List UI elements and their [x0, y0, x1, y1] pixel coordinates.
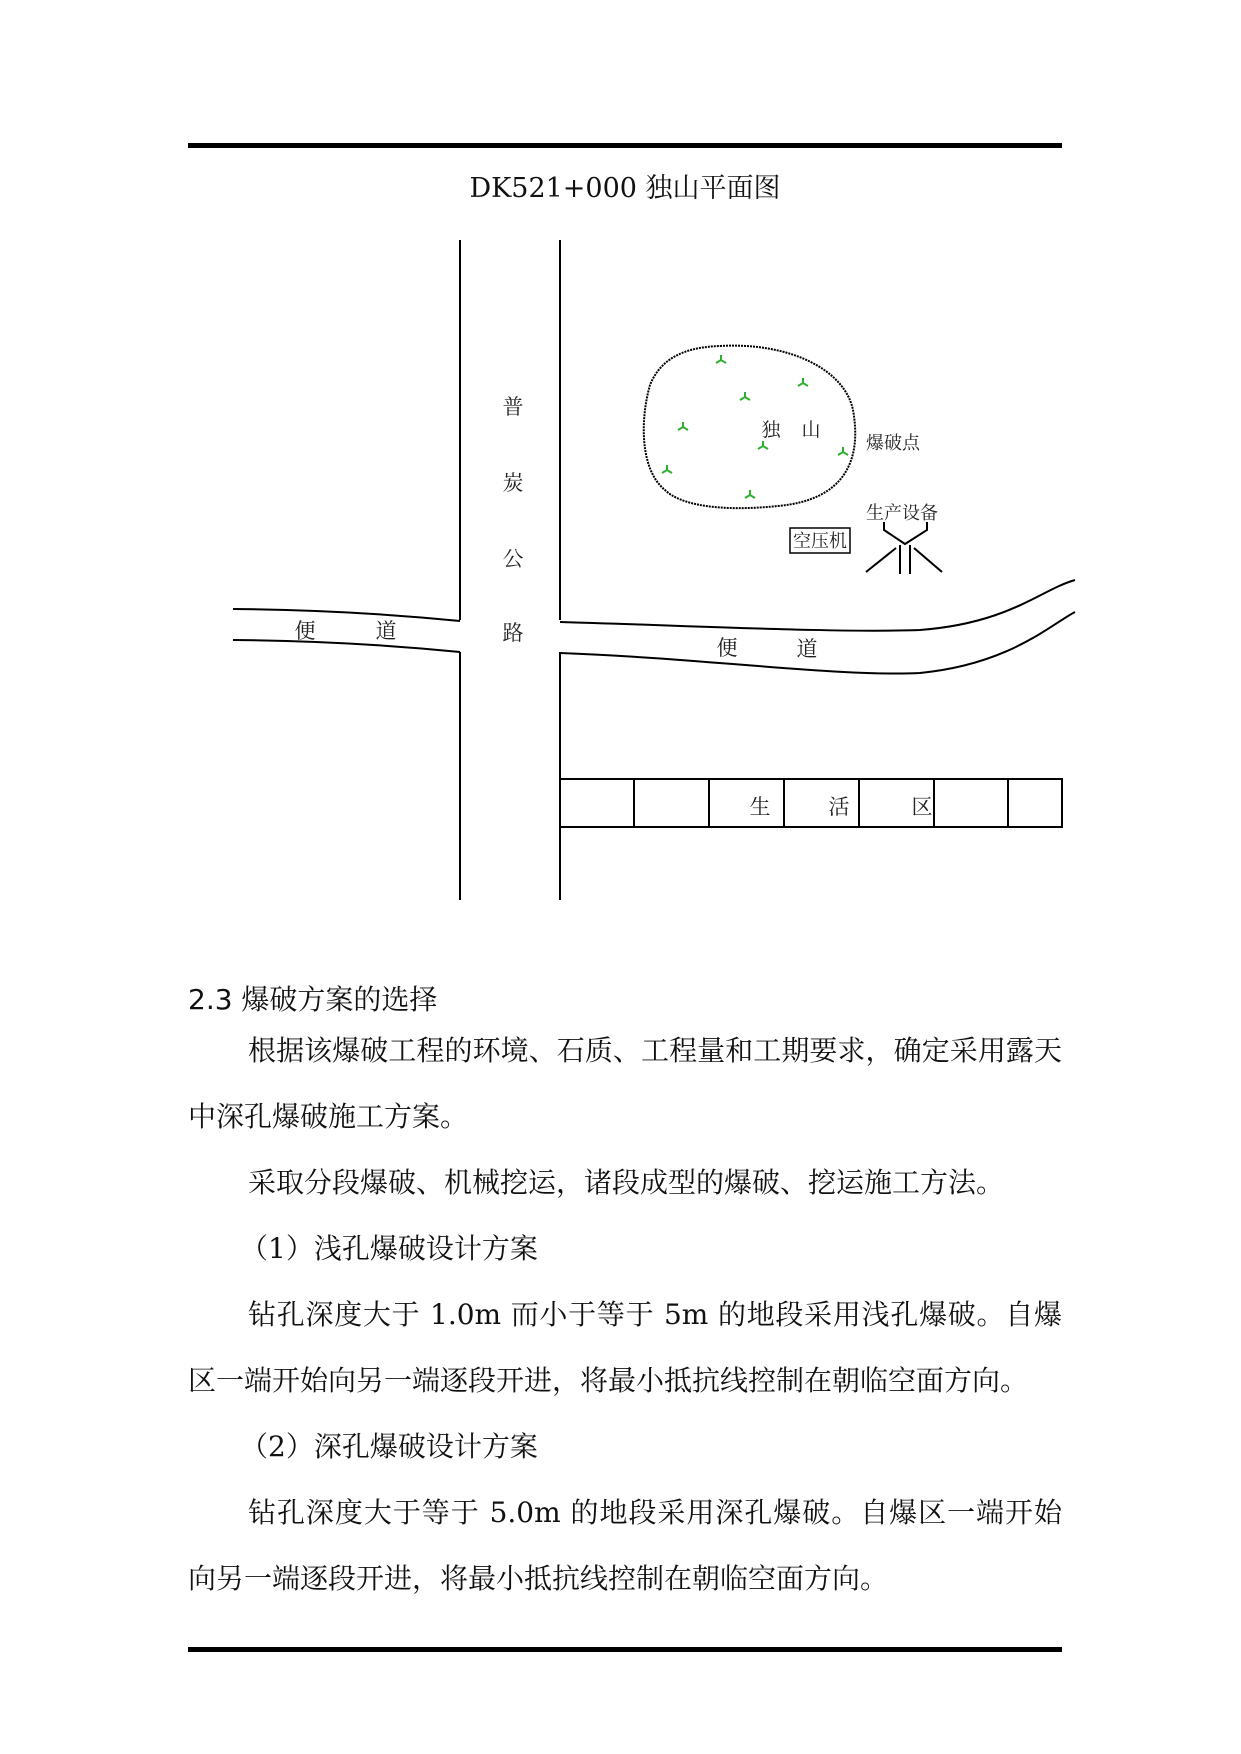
paragraph: 根据该爆破工程的环境、石质、工程量和工期要求，确定采用露天中深孔爆破施工方案。: [188, 1034, 1062, 1133]
living-area-char: 生: [749, 795, 771, 819]
paragraph: 采取分段爆破、机械挖运，诸段成型的爆破、挖运施工方法。: [248, 1166, 1005, 1199]
blast-marker: [838, 447, 848, 455]
blast-marker: [678, 422, 688, 430]
road-char: 道: [796, 637, 818, 661]
blast-marker: [716, 355, 726, 363]
blast-marker: [758, 441, 768, 449]
access-road-right-label: [717, 636, 818, 661]
access-road-left: [233, 609, 460, 652]
access-road-left-label: [295, 619, 397, 643]
equipment-icon: [866, 522, 942, 574]
highway-char: 公: [502, 547, 524, 571]
highway-char: 路: [502, 621, 524, 645]
compressor-label: 空压机: [793, 531, 847, 552]
access-road-right: [560, 580, 1075, 674]
figure-caption: DK521+000 独山平面图: [469, 173, 781, 204]
subheading: （2）深孔爆破设计方案: [240, 1430, 538, 1463]
road-char: 便: [294, 619, 316, 643]
mountain-outline: [644, 346, 855, 509]
mountain-char: 独: [761, 419, 781, 441]
paragraph: 钻孔深度大于 1.0m 而小于等于 5m 的地段采用浅孔爆破。自爆区一端开始向另一端逐段开进，将最小抵抗线控制在朝临空面方向。: [188, 1298, 1062, 1397]
highway-label: [503, 395, 524, 645]
blast-point-label: 爆破点: [866, 433, 920, 454]
living-area-label: [750, 795, 933, 819]
living-area: [560, 779, 1062, 827]
blast-marker: [745, 490, 755, 498]
mountain-label: [761, 419, 820, 441]
blast-marker: [798, 378, 808, 386]
bottom-rule: [188, 1647, 1062, 1652]
living-area-char: 活: [828, 795, 850, 819]
mountain-char: 山: [801, 419, 821, 441]
living-area-char: 区: [911, 795, 933, 819]
equipment-label: 生产设备: [866, 503, 938, 524]
section-heading: 2.3 爆破方案的选择: [188, 983, 438, 1016]
paragraph: 钻孔深度大于等于 5.0m 的地段采用深孔爆破。自爆区一端开始向另一端逐段开进，将最小抵抗线控制在朝临空面方向。: [188, 1496, 1062, 1595]
highway-char: 炭: [502, 471, 524, 495]
road-char: 便: [716, 636, 738, 660]
blast-marker: [740, 392, 750, 400]
highway-char: 普: [502, 395, 524, 419]
blast-marker: [662, 465, 672, 473]
subheading: （1）浅孔爆破设计方案: [240, 1232, 538, 1265]
road-char: 道: [375, 619, 397, 643]
